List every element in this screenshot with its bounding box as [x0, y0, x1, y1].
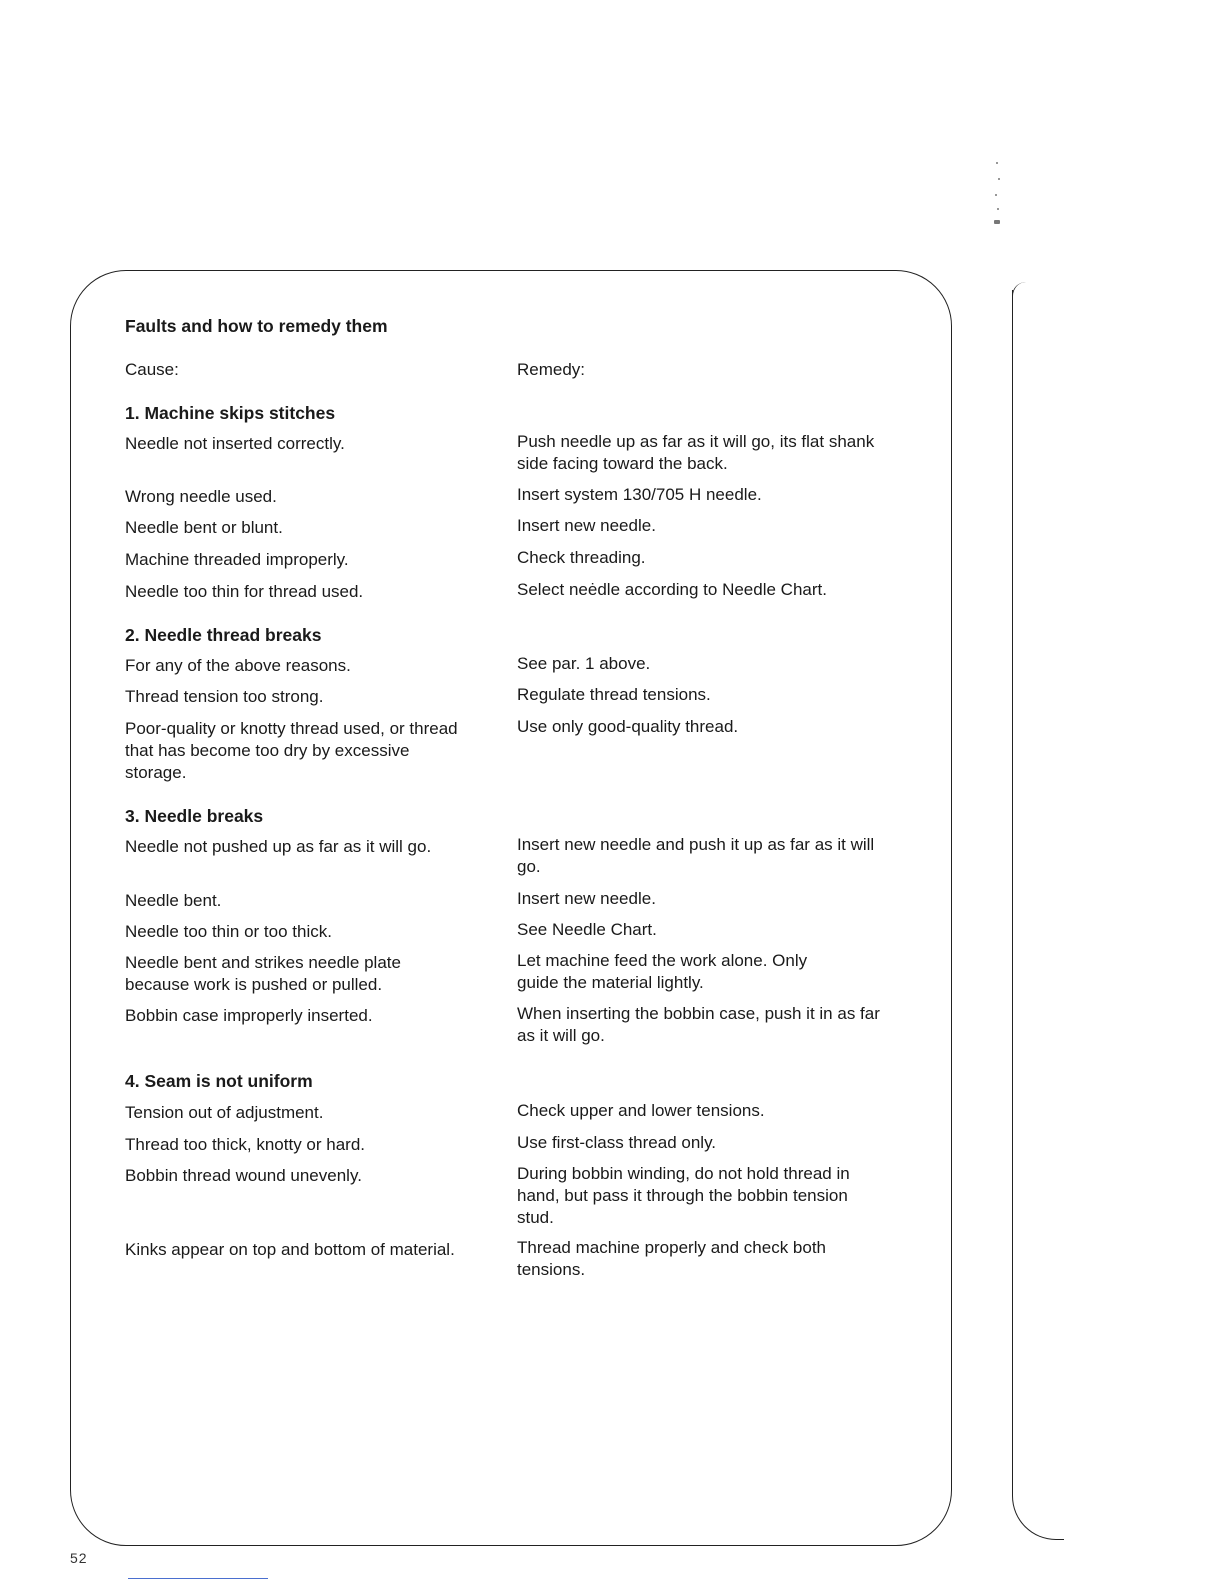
remedy-text: Select neėdle according to Needle Chart. — [517, 580, 827, 599]
cause-text: Machine threaded improperly. — [125, 550, 349, 569]
remedy-text: Insert new needle. — [517, 516, 656, 535]
scan-speck — [990, 160, 1002, 232]
bottom-rule — [128, 1578, 268, 1579]
section-heading: 3. Needle breaks — [125, 806, 264, 826]
cause-text: Bobbin case improperly inserted. — [125, 1006, 373, 1025]
cause-text: Thread too thick, knotty or hard. — [125, 1135, 366, 1154]
cause-text: For any of the above reasons. — [125, 656, 351, 675]
cause-column-header: Cause: — [125, 360, 179, 379]
cause-text: Needle bent. — [125, 891, 222, 910]
remedy-text: Regulate thread tensions. — [517, 685, 711, 704]
remedy-text: Insert new needle. — [517, 889, 656, 908]
remedy-text: See Needle Chart. — [517, 920, 657, 939]
section-heading: 2. Needle thread breaks — [125, 625, 322, 645]
remedy-text: Use only good-quality thread. — [517, 717, 739, 736]
remedy-text: Use first-class thread only. — [517, 1133, 717, 1152]
cause-text: Bobbin thread wound unevenly. — [125, 1166, 362, 1185]
page-title: Faults and how to remedy them — [125, 316, 388, 336]
cause-text: Kinks appear on top and bottom of material. — [125, 1240, 455, 1259]
remedy-text: Check upper and lower tensions. — [517, 1101, 765, 1120]
cause-text: Needle too thin for thread used. — [125, 582, 364, 601]
cause-text: Needle not pushed up as far as it will go. — [125, 837, 432, 856]
cause-text: Needle bent or blunt. — [125, 518, 283, 537]
remedy-text: Insert new needle and push it up as far as it will go. — [517, 835, 875, 876]
side-bracket — [1012, 290, 1064, 1540]
page-number: 52 — [70, 1550, 88, 1566]
remedy-text: During bobbin winding, do not hold thread in hand, but pass it through the bobbin tension stud. — [517, 1164, 850, 1227]
remedy-text: Thread machine properly and check both tensions. — [517, 1238, 827, 1279]
cause-text: Tension out of adjustment. — [125, 1103, 324, 1122]
cause-text: Needle not inserted correctly. — [125, 434, 345, 453]
cause-text: Needle too thin or too thick. — [125, 922, 332, 941]
cause-text: Needle bent and strikes needle plate because work is pushed or pulled. — [125, 953, 401, 994]
remedy-text: Push needle up as far as it will go, its flat shank side facing toward the back. — [517, 432, 875, 473]
remedy-column-header: Remedy: — [517, 360, 586, 379]
side-bracket-top — [1012, 282, 1026, 322]
cause-text: Thread tension too strong. — [125, 687, 324, 706]
remedy-text: Let machine feed the work alone. Only guide the material lightly. — [517, 951, 808, 992]
section-heading: 1. Machine skips stitches — [125, 403, 336, 423]
remedy-text: Check threading. — [517, 548, 646, 567]
cause-text: Wrong needle used. — [125, 487, 277, 506]
cause-text: Poor-quality or knotty thread used, or thread that has become too dry by excessive storage. — [125, 719, 458, 782]
remedy-text: When inserting the bobbin case, push it in as far as it will go. — [517, 1004, 880, 1045]
remedy-text: Insert system 130/705 H needle. — [517, 485, 762, 504]
section-heading: 4. Seam is not uniform — [125, 1071, 313, 1091]
remedy-text: See par. 1 above. — [517, 654, 651, 673]
